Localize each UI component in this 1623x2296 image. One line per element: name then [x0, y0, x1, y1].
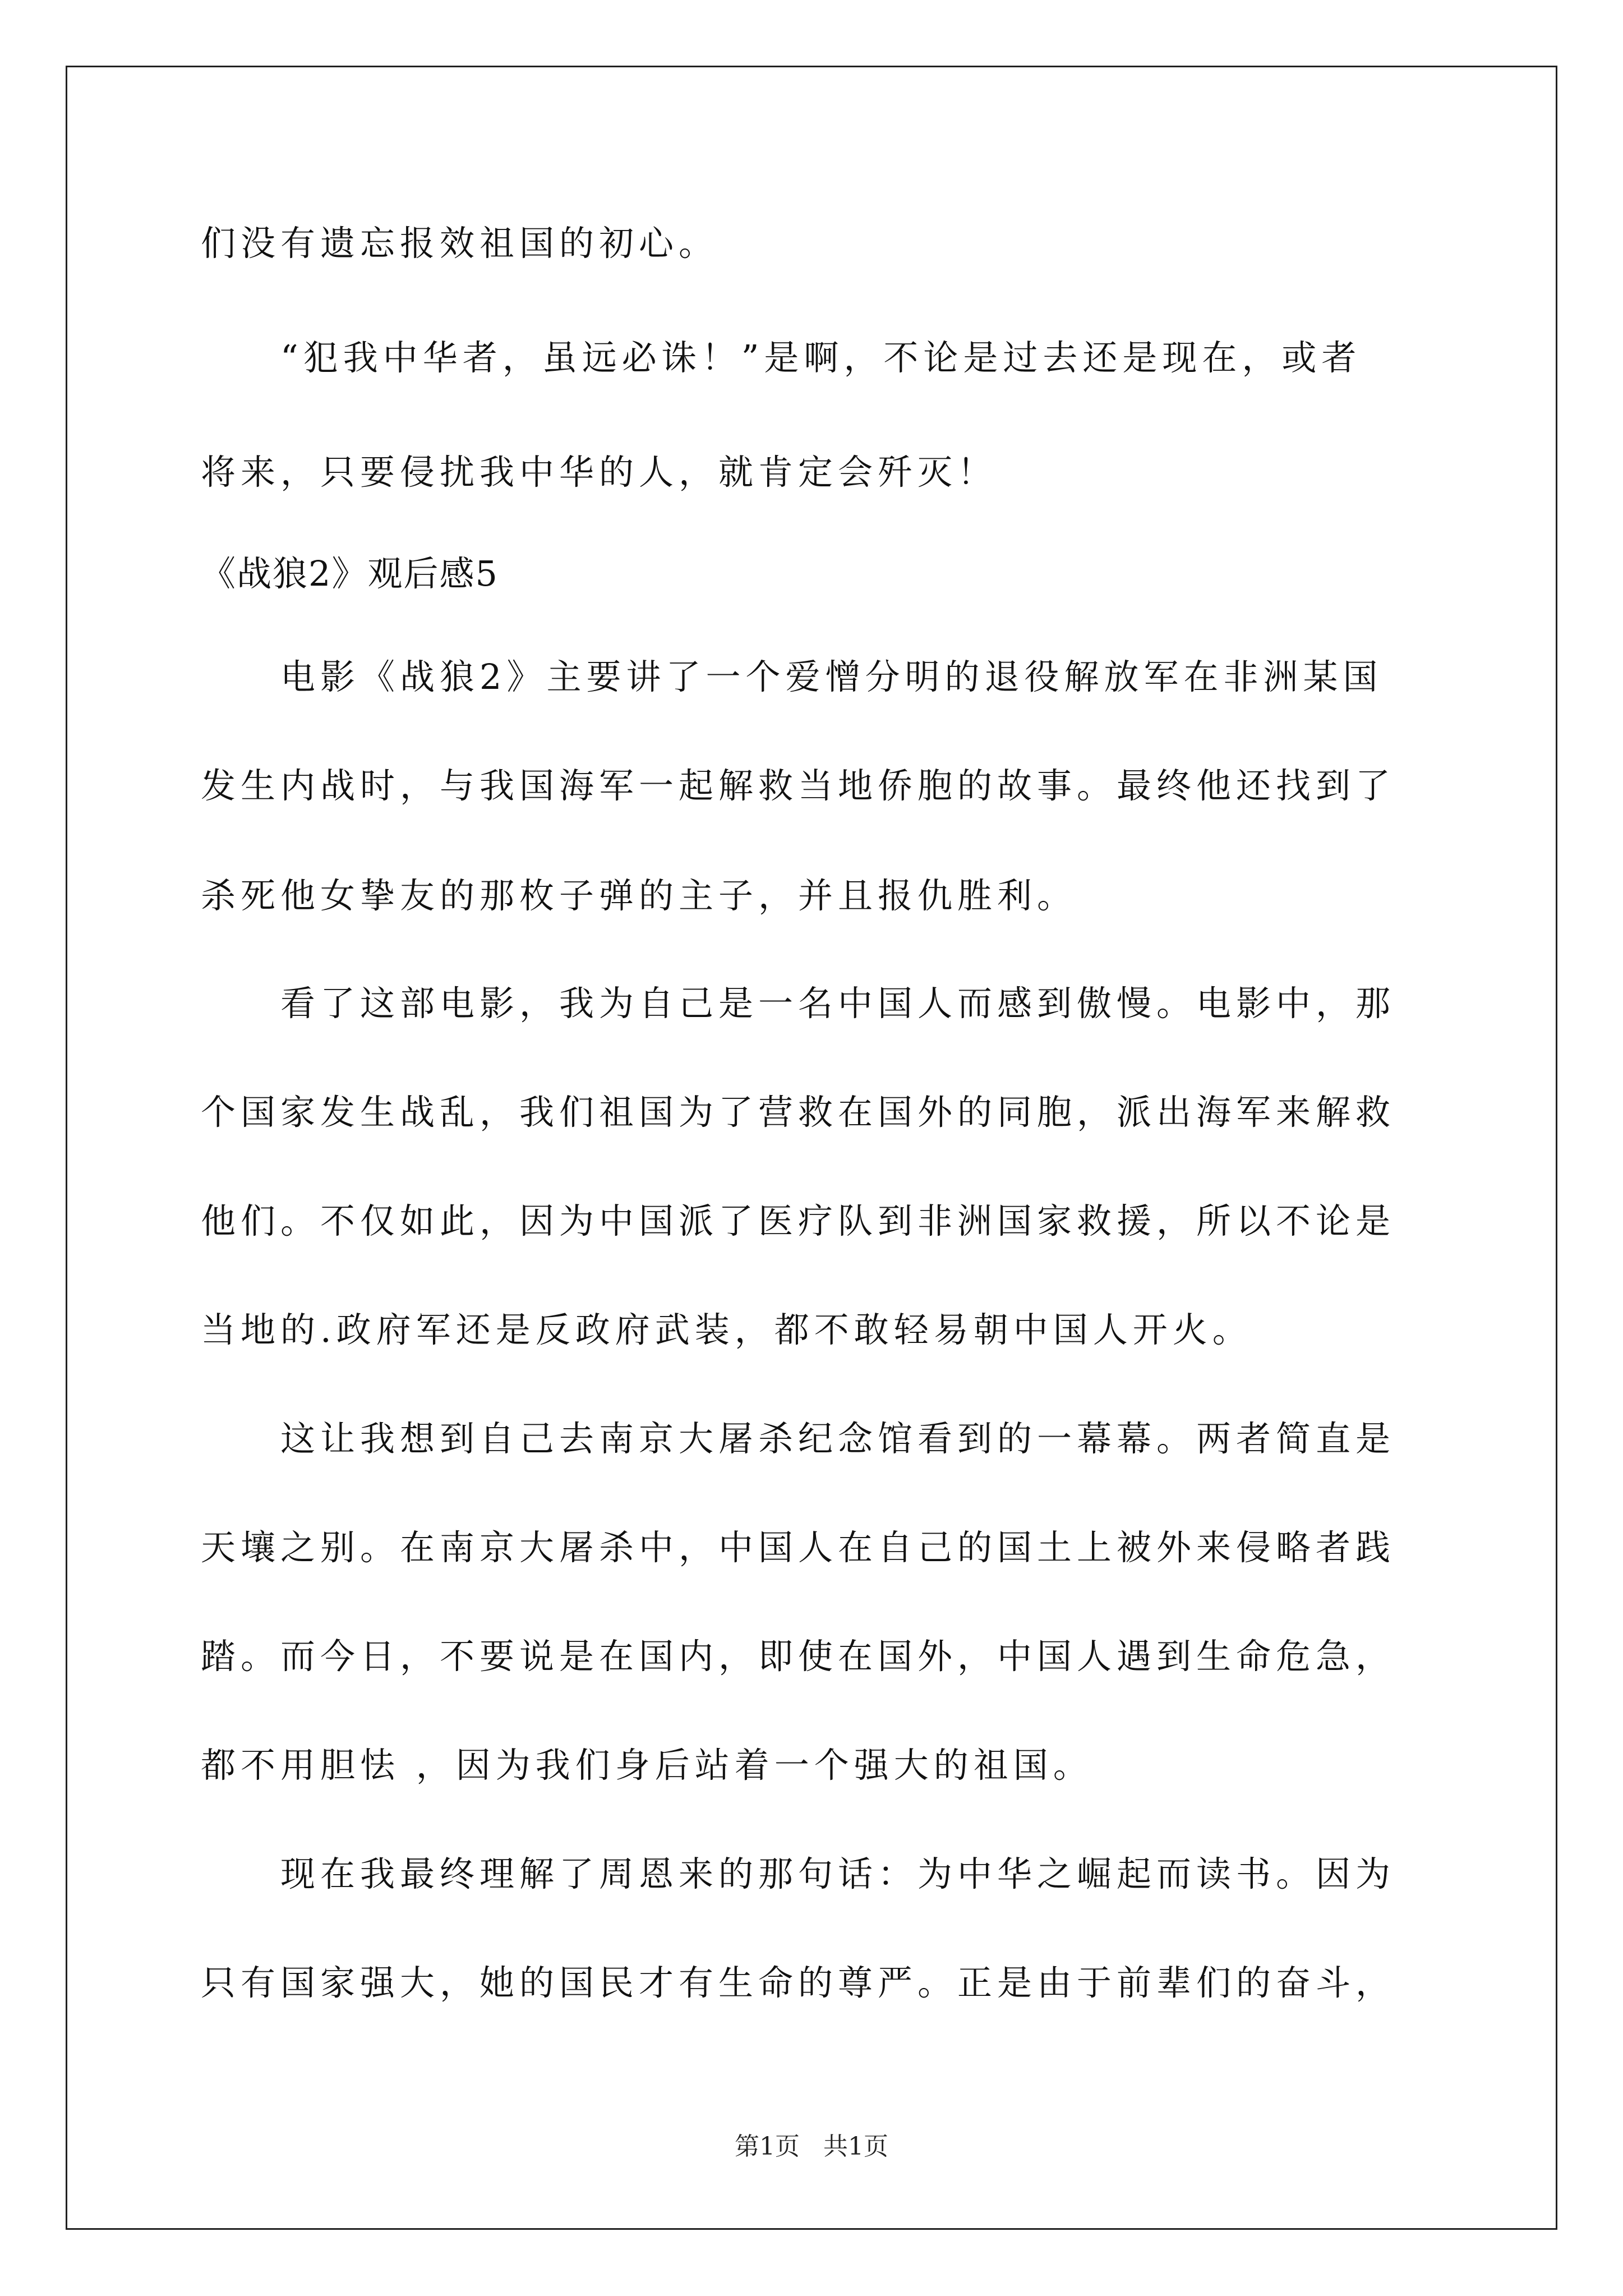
page-border — [66, 66, 1557, 2230]
paragraph-line-1: 们没有遗忘报效祖国的初心。 — [201, 223, 719, 264]
paragraph-line-16: 现在我最终理解了周恩来的那句话：为中华之崛起而读书。因为 — [280, 1853, 1396, 1894]
paragraph-line-8: 看了这部电影，我为自己是一名中国人而感到傲慢。电影中，那 — [280, 983, 1396, 1024]
paragraph-line-10: 他们。不仅如此，因为中国派了医疗队到非洲国家救援，所以不论是 — [201, 1200, 1396, 1241]
paragraph-line-2: “犯我中华者，虽远必诛！”是啊，不论是过去还是现在，或者 — [280, 337, 1362, 378]
paragraph-line-7: 杀死他女挚友的那枚子弹的主子，并且报仇胜利。 — [201, 875, 1077, 916]
page-footer: 第1页 共1页 — [735, 2132, 888, 2161]
paragraph-line-3: 将来，只要侵扰我中华的人，就肯定会歼灭！ — [201, 452, 998, 493]
paragraph-line-15: 都不用胆怯 ，因为我们身后站着一个强大的祖国。 — [201, 1745, 1093, 1786]
section-heading: 《战狼2》观后感5 — [201, 553, 499, 594]
paragraph-line-13: 天壤之别。在南京大屠杀中，中国人在自己的国土上被外来侵略者践 — [201, 1527, 1396, 1568]
paragraph-line-11: 当地的.政府军还是反政府武装，都不敢轻易朝中国人开火。 — [201, 1309, 1252, 1350]
paragraph-line-6: 发生内战时，与我国海军一起解救当地侨胞的故事。最终他还找到了 — [201, 765, 1396, 806]
paragraph-line-5: 电影《战狼2》主要讲了一个爱憎分明的退役解放军在非洲某国 — [280, 656, 1383, 697]
paragraph-line-12: 这让我想到自己去南京大屠杀纪念馆看到的一幕幕。两者简直是 — [280, 1418, 1396, 1459]
paragraph-line-9: 个国家发生战乱，我们祖国为了营救在国外的同胞，派出海军来解救 — [201, 1092, 1396, 1133]
paragraph-line-17: 只有国家强大，她的国民才有生命的尊严。正是由于前辈们的奋斗， — [201, 1962, 1396, 2003]
paragraph-line-14: 踏。而今日，不要说是在国内，即使在国外，中国人遇到生命危急， — [201, 1636, 1396, 1677]
